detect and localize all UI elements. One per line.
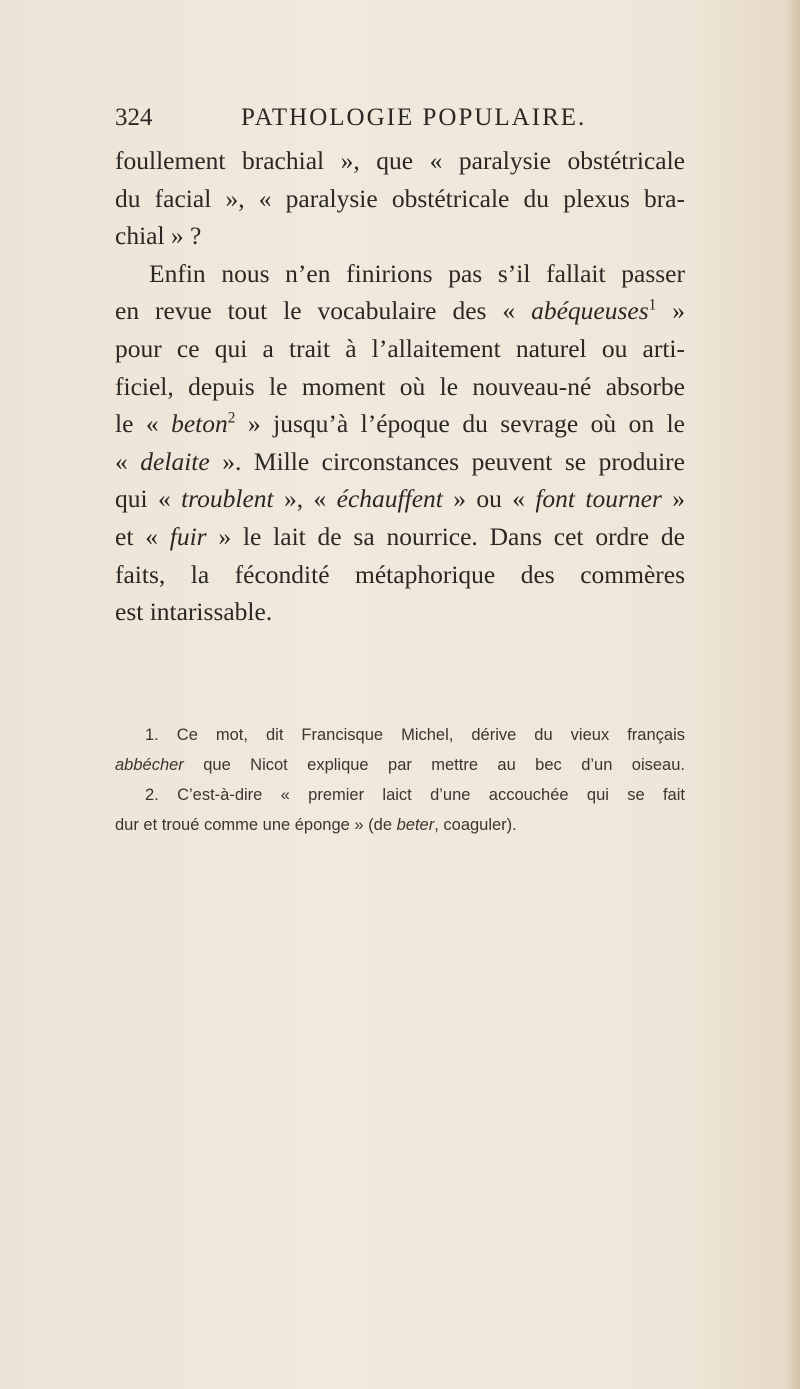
text-line-4: Enfin nous n’en finirions pas s’il fallait passer [149, 258, 685, 288]
footnote-1-line-2 [115, 750, 685, 780]
text-fragment: ». Mille circonstances peuvent se produire [209, 446, 685, 476]
text-fragment: , coaguler). [434, 816, 517, 834]
text-fragment: dur et troué comme une éponge » (de [115, 816, 397, 834]
term-delaite: delaite [140, 446, 210, 476]
text-line-7: ficiel, depuis le moment où le nouveau-né absorbe [115, 371, 685, 401]
text-line-13: est intarissable. [115, 597, 273, 627]
text-line-3: chial » ? [115, 221, 202, 251]
text-line-11 [115, 518, 685, 556]
page-edge-shadow [786, 0, 800, 1389]
text-fragment: », « [273, 484, 337, 514]
text-line-2: du facial », « paralysie obstétricale du plexus bra- [115, 183, 685, 213]
page-header [115, 104, 695, 140]
text-fragment: » ou « [442, 484, 536, 514]
text-fragment: le « [115, 409, 172, 439]
text-fragment: » jusqu’à l’époque du sevrage où on le [235, 409, 686, 439]
text-fragment: que Nicot explique par mettre au bec d’un oiseau. [183, 756, 685, 774]
page-number: 324 [115, 104, 153, 131]
term-abbecher: abbécher [115, 756, 184, 774]
text-fragment: » le lait de sa nourrice. Dans cet ordre de [206, 521, 685, 551]
term-beter: beter [396, 816, 435, 834]
term-font-tourner: font tourner [535, 484, 662, 514]
text-fragment: « [115, 446, 141, 476]
text-line-12: faits, la fécondité métaphorique des commères [115, 559, 685, 589]
text-fragment: » [661, 484, 686, 514]
term-beton: beton [171, 409, 228, 439]
term-abequeuses: abéqueuses [531, 296, 649, 326]
footnote-1-line-1: 1. Ce mot, dit Francisque Michel, dérive du vieux français [145, 726, 685, 744]
text-fragment: et « [115, 521, 170, 551]
term-troublent: troublent [181, 484, 274, 514]
footnote-ref-2: 2 [227, 409, 236, 427]
text-line-1: foullement brachial », que « paralysie obstétricale [115, 146, 685, 175]
text-line-9 [115, 443, 685, 481]
footnote-2-line-1: 2. C’est-à-dire « premier laict d’une accouchée qui se fait [145, 786, 685, 804]
text-fragment: » [656, 296, 685, 326]
text-fragment: en revue tout le vocabulaire des « [115, 296, 532, 326]
body-text [115, 142, 685, 631]
term-echauffent: échauffent [336, 484, 443, 514]
footnotes [115, 720, 685, 840]
text-line-8 [115, 405, 685, 443]
text-line-6: pour ce qui a trait à l’allaitement naturel ou arti- [115, 333, 685, 363]
footnote-2-line-2 [115, 810, 685, 840]
footnote-ref-1: 1 [648, 296, 657, 314]
term-fuir: fuir [169, 521, 207, 551]
text-fragment: qui « [115, 484, 182, 514]
text-line-5 [115, 292, 685, 330]
running-title: PATHOLOGIE POPULAIRE. [241, 104, 587, 131]
text-line-10 [115, 480, 685, 518]
